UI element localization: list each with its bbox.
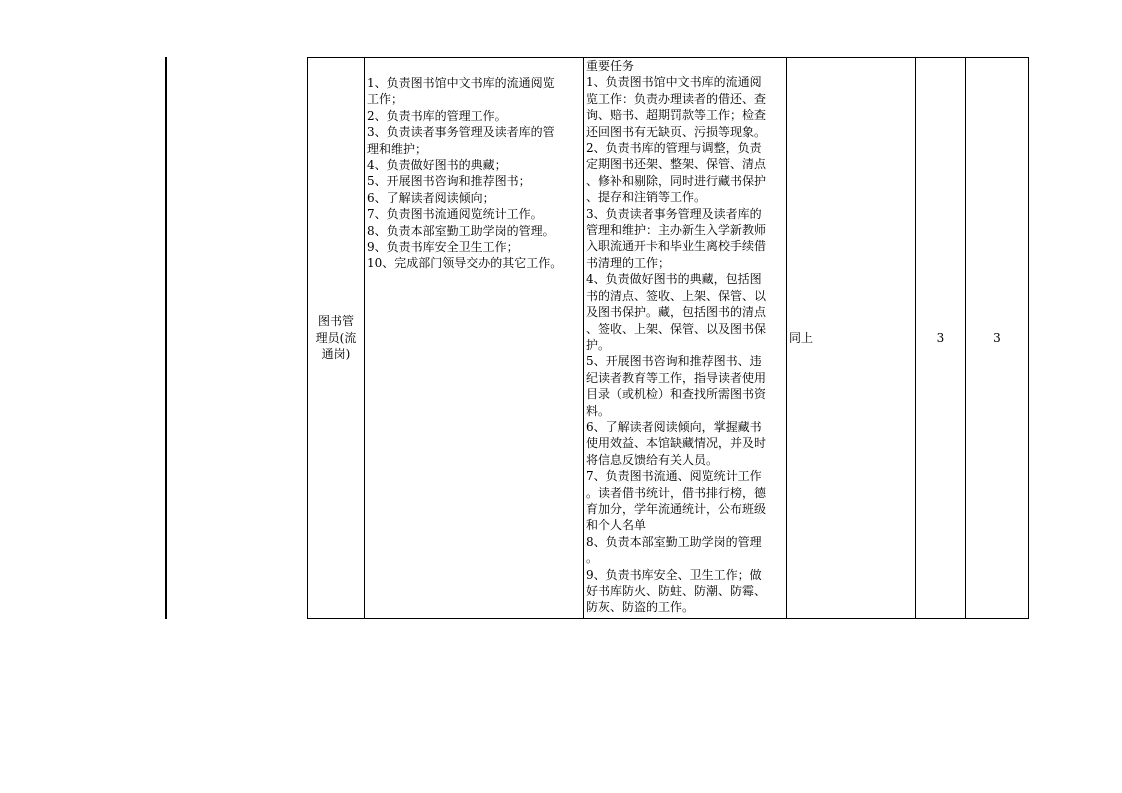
duty-line: 1、负责图书馆中文书库的流通阅览 [367,76,555,90]
task-line: 书的清点、签收、上架、保管、以 [586,288,767,303]
duty-line: 3、负责读者事务管理及读者库的管 [367,125,555,140]
task-line: 8、负责本部室勤工助学岗的管理 [586,534,762,549]
task-line: 1、负责图书馆中文书库的流通阅 [586,75,762,90]
duty-line: 7、负责图书流通阅览统计工作。 [367,207,543,222]
task-line: 护。 [586,337,611,352]
duty-line: 5、开展图书咨询和推荐图书； [367,174,531,189]
left-border-line [165,57,167,619]
task-line: 5、开展图书咨询和推荐图书、违 [586,354,762,369]
duty-line: 理和维护； [367,141,428,156]
position-title-line: 图书管 [317,314,354,329]
duty-line: 6、了解读者阅读倾向； [367,190,495,205]
task-line: 还回图书有无缺页、污损等现象。 [586,124,767,139]
task-line: 和个人名单 [586,518,647,533]
duty-line: 10、完成部门领导交办的其它工作。 [367,256,563,271]
position-title-line: 通岗) [321,347,351,362]
task-line: 6、了解读者阅读倾向，掌握藏书 [586,419,762,434]
task-line: 览工作：负责办理读者的借还、查 [586,91,767,106]
count-a-cell: 3 [916,58,966,619]
duty-line: 4、负责做好图书的典藏； [367,158,507,173]
duty-line: 2、负责书库的管理工作。 [367,108,507,123]
task-line: 将信息反馈给有关人员。 [586,452,719,467]
task-line: 入职流通开卡和毕业生离校手续借 [586,239,767,254]
count-b-cell: 3 [966,58,1029,619]
task-line: 询、赔书、超期罚款等工作；检查 [586,108,767,123]
task-line: 3、负责读者事务管理及读者库的 [586,206,762,221]
task-line: 、签收、上架、保管、以及图书保 [586,321,767,336]
table-row [308,58,1029,619]
duties-cell [365,58,584,619]
task-line: 目录（或机检）和查找所需图书资 [586,387,767,402]
task-line: 、修补和剔除，同时进行藏书保护 [586,173,767,188]
task-line: 及图书保护。藏，包括图书的清点 [586,305,767,320]
task-line: 2、负责书库的管理与调整，负责 [586,141,762,156]
duty-line: 8、负责本部室勤工助学岗的管理。 [367,223,555,238]
task-line: 定期图书还架、整架、保管、清点 [586,157,767,172]
task-line: 纪读者教育等工作，指导读者使用 [586,370,767,385]
task-line: 。 [586,551,599,566]
position-title-line: 理员(流 [315,330,357,345]
requirements-cell: 同上 [787,58,916,619]
task-line: 使用效益、本馆缺藏情况，并及时 [586,436,767,451]
job-description-table [307,57,1029,619]
task-line: 9、负责书库安全、卫生工作；做 [586,567,762,582]
task-line: 管理和维护：主办新生入学新教师 [586,223,767,238]
task-line: 书清理的工作； [586,255,671,270]
task-heading: 重要任务 [586,59,635,73]
task-line: 料。 [586,403,611,418]
duty-line: 9、负责书库安全卫生工作； [367,240,519,255]
task-line: 育加分，学年流通统计，公布班级 [586,501,767,516]
task-line: 防灰、防盗的工作。 [586,600,695,615]
task-line: 4、负责做好图书的典藏，包括图 [586,272,762,287]
position-title-cell [308,58,365,619]
task-line: 7、负责图书流通、阅览统计工作 [586,469,762,484]
tasks-cell [584,58,787,619]
duty-line: 工作； [367,92,404,107]
task-line: 、提存和注销等工作。 [586,190,707,205]
task-line: 好书库防火、防蛀、防潮、防霉、 [586,584,767,598]
task-line: 。读者借书统计，借书排行榜，德 [586,485,767,500]
